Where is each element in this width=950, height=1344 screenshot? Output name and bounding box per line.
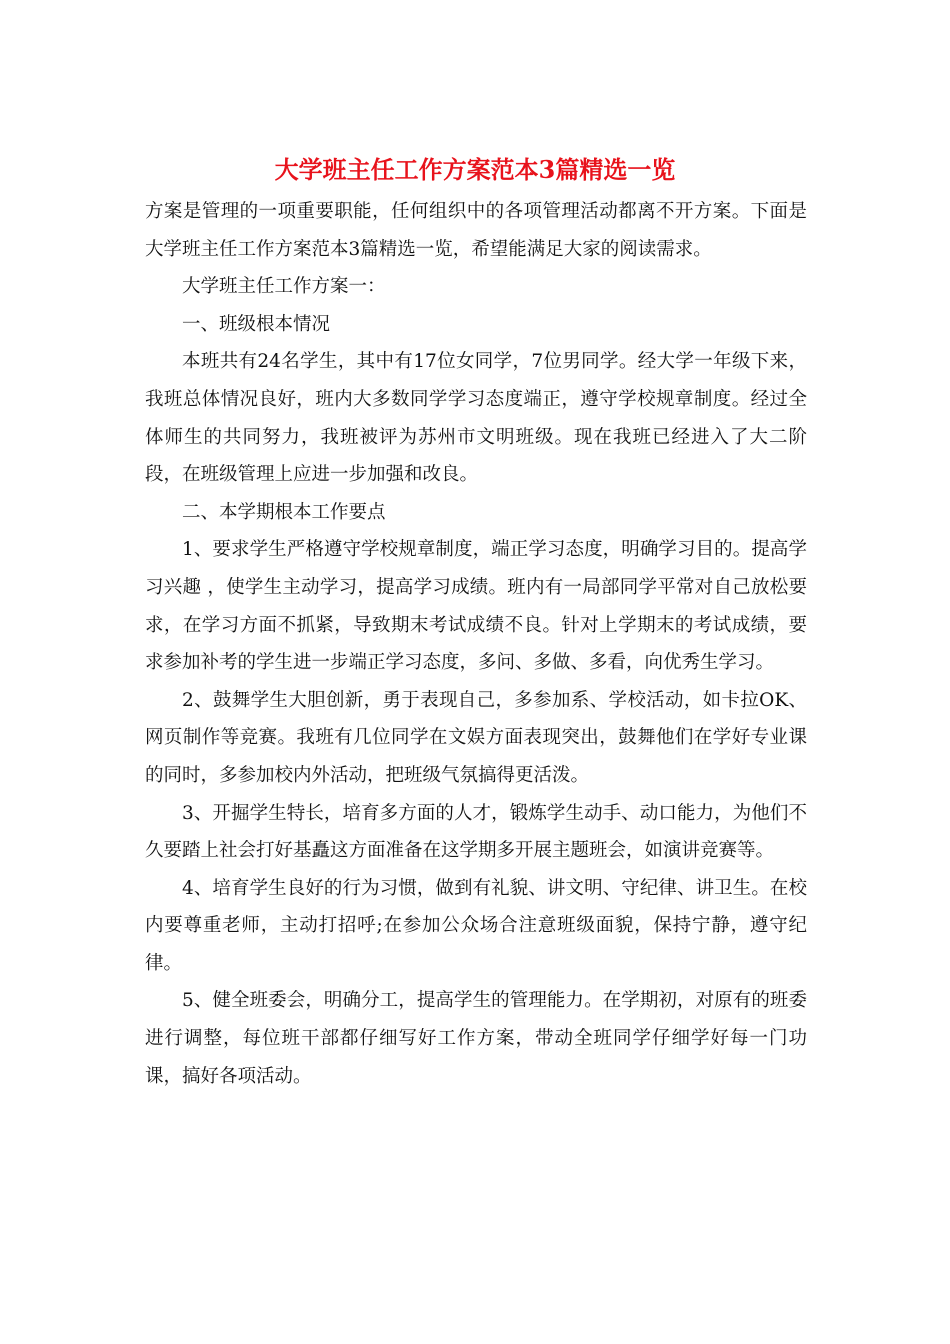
work-point-4: 4、培育学生良好的行为习惯，做到有礼貌、讲文明、守纪律、讲卫生。在校内要尊重老师，主动打招呼;在参加公众场合注意班级面貌，保持宁静，遵守纪律。 <box>145 877 807 974</box>
plan-one-heading: 大学班主任工作方案一： <box>182 276 386 298</box>
work-point-3: 3、开掘学生特长，培育多方面的人才，锻炼学生动手、动口能力，为他们不久要踏上社会打好基矗这方面准备在这学期多开展主题班会，如演讲竞赛等。 <box>145 802 807 862</box>
intro-paragraph: 方案是管理的一项重要职能，任何组织中的各项管理活动都离不开方案。下面是大学班主任工作方案范本3篇精选一览，希望能满足大家的阅读需求。 <box>145 201 807 260</box>
section-heading-class-situation: 一、班级根本情况 <box>182 313 331 335</box>
document-title: 大学班主任工作方案范本3篇精选一览 <box>274 155 676 184</box>
work-point-1: 1、要求学生严格遵守学校规章制度，端正学习态度，明确学习目的。提高学习兴趣 ，使学生主动学习，提高学习成绩。班内有一局部同学平常对自己放松要求，在学习方面不抓紧，导致期末考试成绩不良。针对上学期末的考试成绩，要求参加补考的学生进一步端正学习态度，多问、多做、多看，向优秀生学习。 <box>145 539 807 674</box>
work-point-2: 2、鼓舞学生大胆创新，勇于表现自己，多参加系、学校活动，如卡拉OK、网页制作等竞赛。我班有几位同学在文娱方面表现突出，鼓舞他们在学好专业课的同时，多参加校内外活动，把班级气氛搞得更活泼。 <box>145 689 807 786</box>
document-body <box>145 193 807 1095</box>
work-point-5: 5、健全班委会，明确分工，提高学生的管理能力。在学期初，对原有的班委进行调整，每位班干部都仔细写好工作方案，带动全班同学仔细学好每一门功课，搞好各项活动。 <box>145 990 807 1087</box>
class-situation-paragraph: 本班共有24名学生，其中有17位女同学，7位男同学。经大学一年级下来，我班总体情况良好，班内大多数同学学习态度端正，遵守学校规章制度。经过全体师生的共同努力，我班被评为苏州市文明班级。现在我班已经进入了大二阶段，在班级管理上应进一步加强和改良。 <box>145 351 807 486</box>
section-heading-work-points: 二、本学期根本工作要点 <box>182 501 386 523</box>
